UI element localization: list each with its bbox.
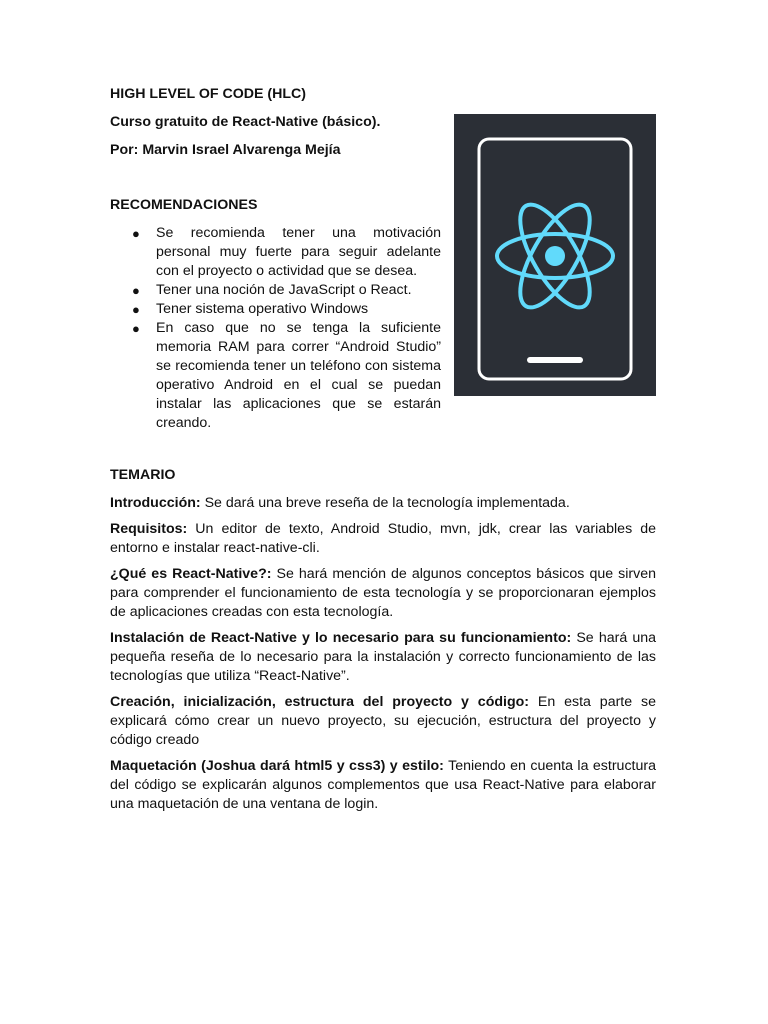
list-item-text: Se recomienda tener una motivación personal muy fuerte para seguir adelante con el proyecto o actividad que se desea.: [156, 225, 441, 279]
topic-paragraph: [110, 494, 656, 513]
list-item-text: En caso que no se tenga la suficiente memoria RAM para correr “Android Studio” se recomienda tener un teléfono con sistema operativo Android en el cual se puedan instalar las aplicaciones que se estarán creando.: [156, 320, 441, 431]
topic-title: ¿Qué es React-Native?:: [110, 566, 272, 582]
react-phone-illustration: [454, 114, 656, 396]
topic-title: Maquetación (Joshua dará html5 y css3) y estilo:: [110, 758, 444, 774]
topic-paragraph: [110, 520, 656, 558]
list-item-text: Tener sistema operativo Windows: [156, 301, 369, 317]
topic-paragraph: [110, 757, 656, 814]
list-item: [110, 224, 441, 281]
org-title: HIGH LEVEL OF CODE (HLC): [110, 86, 306, 102]
bullet-icon: ●: [132, 283, 140, 298]
topic-text: Se hará mención de algunos conceptos básicos que sirven para comprender el funcionamiento de esta tecnología y se proporcionaran ejemplos de aplicaciones creadas con esta tecnología.: [110, 566, 657, 620]
course-title: Curso gratuito de React-Native (básico).: [110, 114, 381, 130]
document-page: [110, 0, 658, 1024]
bullet-icon: ●: [132, 321, 140, 336]
topic-paragraph: [110, 693, 656, 750]
topic-title: Introducción:: [110, 495, 201, 511]
recommendations-list: [110, 224, 441, 433]
bullet-icon: ●: [132, 226, 140, 241]
topic-text: En esta parte se explicará cómo crear un nuevo proyecto, su ejecución, estructura del proyecto y código creado: [110, 694, 656, 748]
topic-text: Un editor de texto, Android Studio, mvn, jdk, crear las variables de entorno e instalar react-native-cli.: [110, 521, 656, 556]
recommendations-heading: RECOMENDACIONES: [110, 197, 258, 213]
topic-title: Requisitos:: [110, 521, 188, 537]
topic-paragraph: [110, 565, 656, 622]
topic-title: Creación, inicialización, estructura del proyecto y código:: [110, 694, 530, 710]
list-item-text: Tener una noción de JavaScript o React.: [156, 282, 412, 298]
list-item: [110, 300, 441, 319]
react-phone-icon: [454, 114, 656, 396]
topic-text: Se dará una breve reseña de la tecnología implementada.: [200, 495, 570, 511]
topic-text: Se hará una pequeña reseña de lo necesario para la instalación y correcto funcionamiento de las tecnologías que utiliza “React-Native”.: [110, 630, 657, 684]
author-line: Por: Marvin Israel Alvarenga Mejía: [110, 142, 341, 158]
bullet-icon: ●: [132, 302, 140, 317]
list-item: [110, 281, 441, 300]
topic-title: Instalación de React-Native y lo necesario para su funcionamiento:: [110, 630, 572, 646]
syllabus-heading: TEMARIO: [110, 467, 176, 483]
syllabus-topics: [110, 494, 656, 821]
list-item: [110, 319, 441, 433]
topic-paragraph: [110, 629, 656, 686]
topic-text: Teniendo en cuenta la estructura del código se explicarán algunos complementos que usa React-Native para elaborar una maquetación de una ventana de login.: [110, 758, 656, 812]
